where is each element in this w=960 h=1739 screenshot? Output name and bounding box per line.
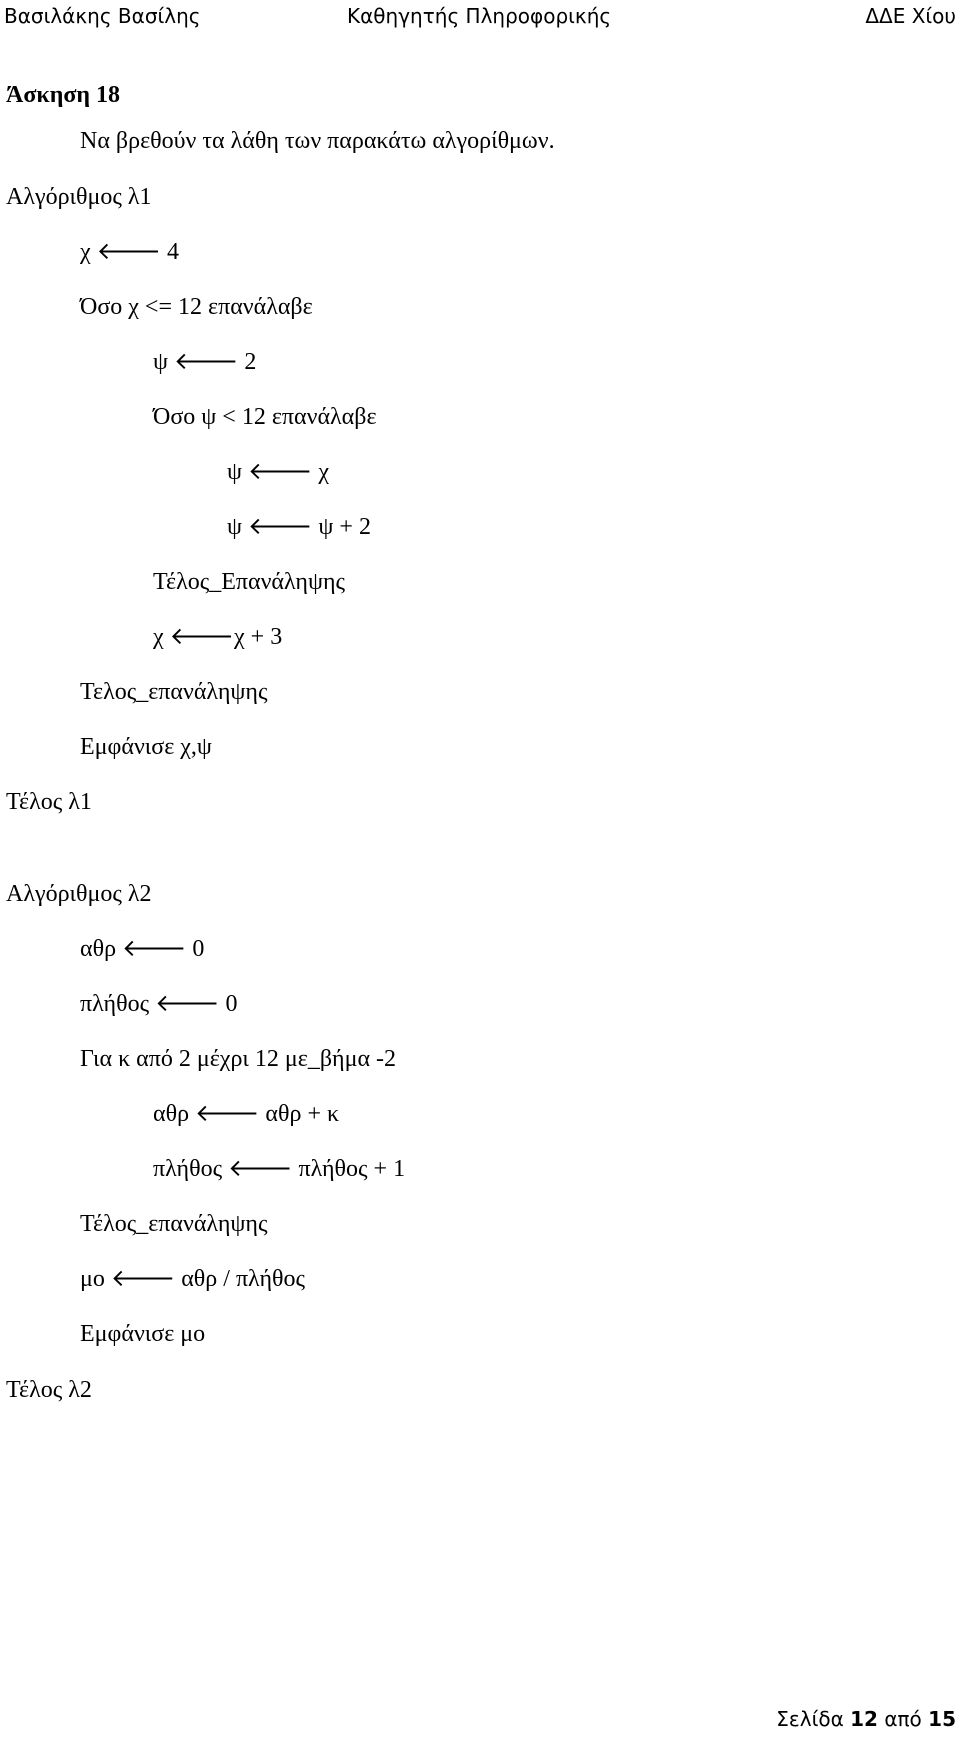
code-line: Όσο ψ < 12 επανάλαβε — [153, 404, 377, 430]
code-line: αθρ 🡐 αθρ + κ — [153, 1101, 340, 1127]
code-line: ψ 🡐 χ — [227, 459, 330, 485]
footer-of: από — [884, 1707, 922, 1731]
code-line: Τέλος λ1 — [6, 789, 92, 815]
footer-label: Σελίδα — [776, 1707, 844, 1731]
code-line: Τέλος_επανάληψης — [80, 1211, 268, 1237]
exercise-instruction: Να βρεθούν τα λάθη των παρακάτω αλγορίθμων. — [80, 128, 555, 154]
code-line: Για κ από 2 μέχρι 12 με_βήμα -2 — [80, 1046, 397, 1072]
code-line: Αλγόριθμος λ2 — [6, 881, 152, 907]
code-line: Τέλος_Επανάληψης — [153, 569, 346, 595]
page-footer — [776, 1707, 956, 1731]
code-line: Εμφάνισε μο — [80, 1321, 206, 1347]
code-line: ψ 🡐 ψ + 2 — [227, 514, 371, 540]
code-line: χ 🡐χ + 3 — [153, 624, 283, 650]
code-line: πλήθος 🡐 πλήθος + 1 — [153, 1156, 406, 1182]
code-line: ψ 🡐 2 — [153, 349, 257, 375]
exercise-title: Άσκηση 18 — [6, 82, 121, 108]
code-line: Αλγόριθμος λ1 — [6, 184, 152, 210]
code-line: αθρ 🡐 0 — [80, 936, 205, 962]
code-line: χ 🡐 4 — [80, 239, 180, 265]
footer-page-number: 12 — [850, 1707, 878, 1731]
footer-total-pages: 15 — [928, 1707, 956, 1731]
header-school: ΔΔΕ Χίου — [865, 4, 956, 28]
header-role: Καθηγητής Πληροφορικής — [347, 4, 612, 28]
code-line: πλήθος 🡐 0 — [80, 991, 238, 1017]
header-author: Βασιλάκης Βασίλης — [4, 4, 201, 28]
code-line: Όσο χ <= 12 επανάλαβε — [80, 294, 313, 320]
code-line: Εμφάνισε χ,ψ — [80, 734, 212, 760]
code-line: μο 🡐 αθρ / πλήθος — [80, 1266, 306, 1292]
code-line: Τέλος λ2 — [6, 1377, 92, 1403]
page-header — [0, 0, 960, 36]
code-line: Τελος_επανάληψης — [80, 679, 268, 705]
